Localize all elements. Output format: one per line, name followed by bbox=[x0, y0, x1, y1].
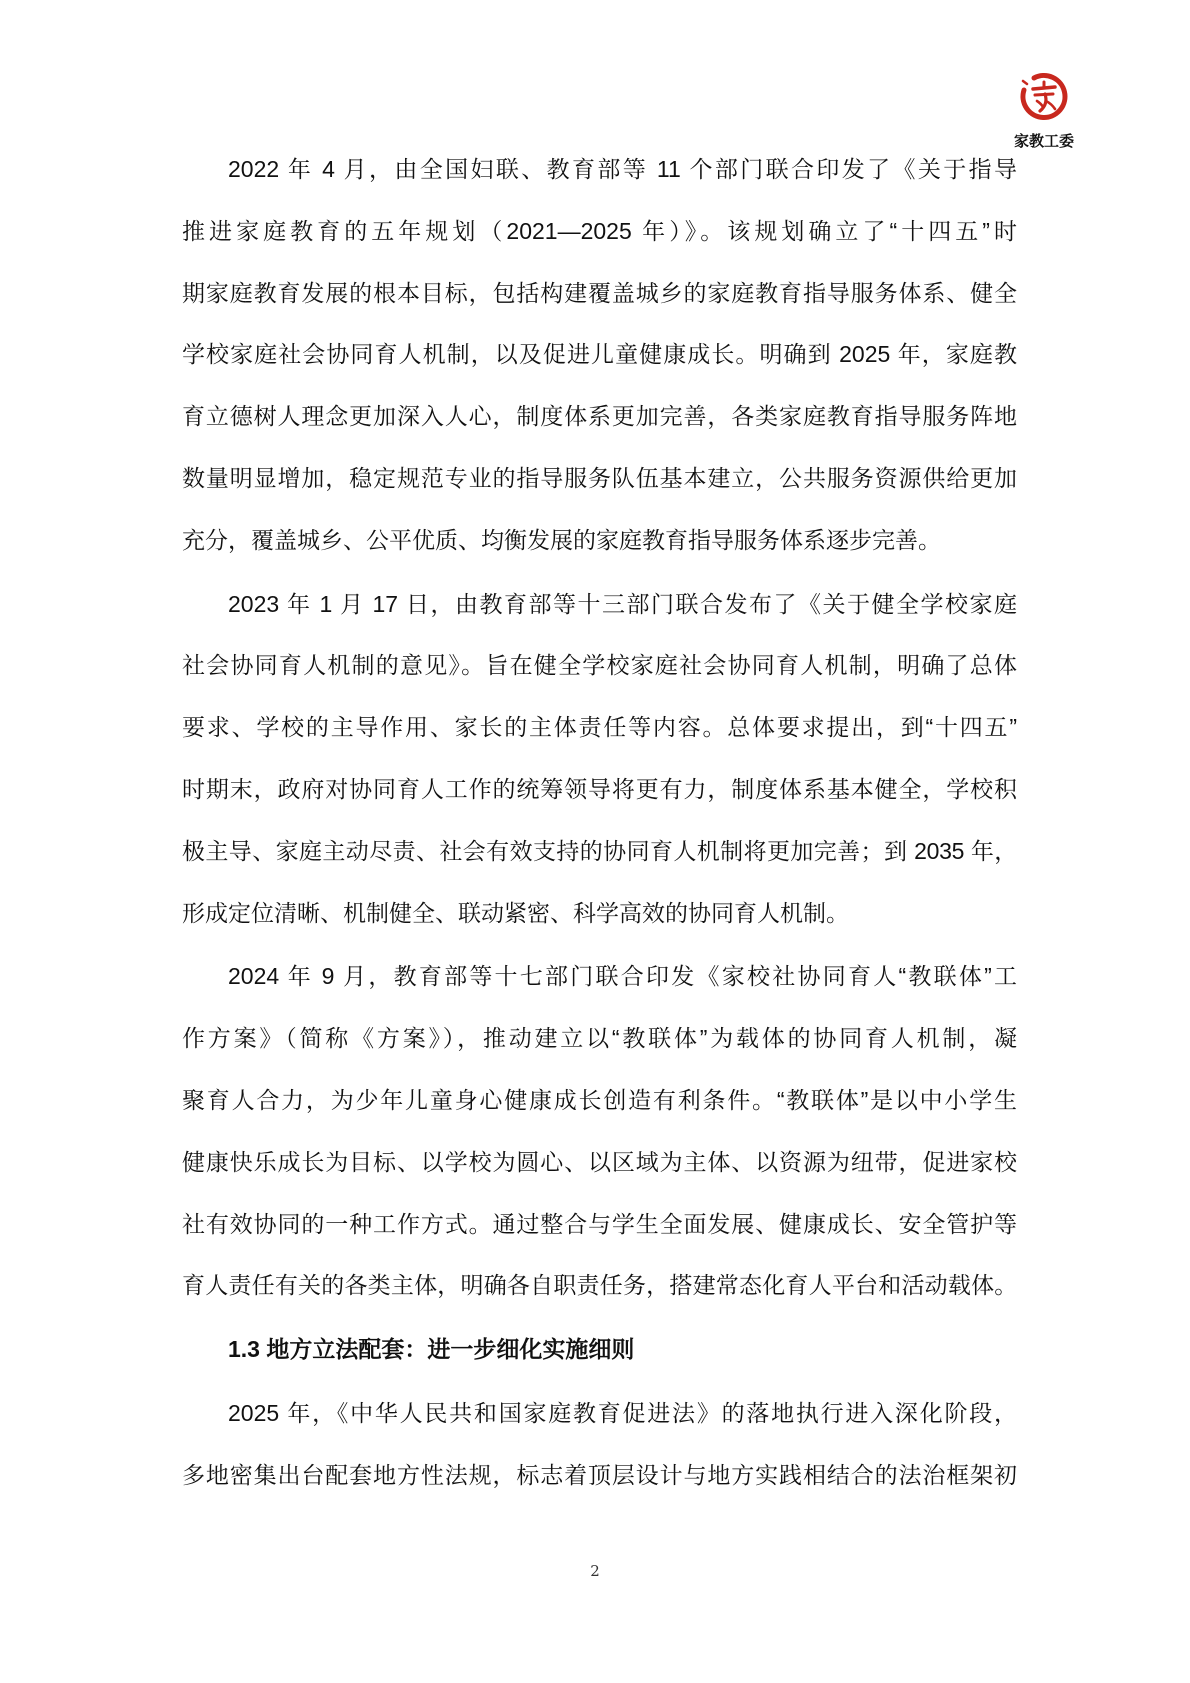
body-line: 聚育人合力，为少年儿童身心健康成长创造有利条件。“教联体”是以中小学生 bbox=[182, 1086, 1017, 1113]
body-line: 充分，覆盖城乡、公平优质、均衡发展的家庭教育指导服务体系逐步完善。 bbox=[182, 526, 941, 553]
body-line: 育人责任有关的各类主体，明确各自职责任务，搭建常态化育人平台和活动载体。 bbox=[182, 1272, 1017, 1299]
body-line: 作方案》（简称《方案》），推动建立以“教联体”为载体的协同育人机制，凝 bbox=[182, 1025, 1017, 1052]
logo-caption: 家教工委 bbox=[1013, 132, 1074, 150]
body-line: 2025 年，《中华人民共和国家庭教育促进法》的落地执行进入深化阶段， bbox=[228, 1399, 1017, 1426]
body-line: 数量明显增加，稳定规范专业的指导服务队伍基本建立，公共服务资源供给更加 bbox=[182, 464, 1017, 491]
section-heading: 1.3 地方立法配套：进一步细化实施细则 bbox=[228, 1336, 635, 1363]
paragraph bbox=[182, 946, 1017, 1317]
body-line: 要求、学校的主导作用、家长的主体责任等内容。总体要求提出，到“十四五” bbox=[182, 714, 1017, 741]
body-line: 多地密集出台配套地方性法规，标志着顶层设计与地方实践相结合的法治框架初 bbox=[182, 1461, 1017, 1488]
body-line: 2022 年 4 月，由全国妇联、教育部等 11 个部门联合印发了《关于指导 bbox=[228, 156, 1017, 182]
paragraph bbox=[182, 1383, 1017, 1507]
paragraph bbox=[182, 139, 1017, 572]
body-line: 形成定位清晰、机制健全、联动紧密、科学高效的协同育人机制。 bbox=[182, 899, 849, 926]
body-line: 期家庭教育发展的根本目标，包括构建覆盖城乡的家庭教育指导服务体系、健全 bbox=[182, 279, 1017, 306]
page-number: 2 bbox=[590, 1562, 600, 1580]
body-line: 社会协同育人机制的意见》。旨在健全学校家庭社会协同育人机制，明确了总体 bbox=[182, 652, 1017, 679]
body-line: 2023 年 1 月 17 日，由教育部等十三部门联合发布了《关于健全学校家庭 bbox=[228, 590, 1017, 617]
body-line: 2024 年 9 月，教育部等十七部门联合印发《家校社协同育人“教联体”工 bbox=[228, 963, 1017, 990]
body-line: 极主导、家庭主动尽责、社会有效支持的协同育人机制将更加完善；到 2035 年， bbox=[182, 837, 1017, 864]
body-line: 时期末，政府对协同育人工作的统筹领导将更有力，制度体系基本健全，学校积 bbox=[182, 775, 1017, 802]
body-line: 学校家庭社会协同育人机制，以及促进儿童健康成长。明确到 2025 年，家庭教 bbox=[182, 341, 1017, 368]
family-education-logo-icon bbox=[1019, 72, 1069, 122]
paragraph bbox=[182, 574, 1017, 945]
section-heading-block bbox=[182, 1319, 1017, 1381]
body-line: 社有效协同的一种工作方式。通过整合与学生全面发展、健康成长、安全管护等 bbox=[182, 1210, 1017, 1237]
body-line: 育立德树人理念更加深入人心，制度体系更加完善，各类家庭教育指导服务阵地 bbox=[182, 403, 1017, 430]
document-body bbox=[182, 139, 1017, 1507]
body-line: 推进家庭教育的五年规划（2021—2025 年）》。该规划确立了“十四五”时 bbox=[182, 217, 1017, 244]
body-line: 健康快乐成长为目标、以学校为圆心、以区域为主体、以资源为纽带，促进家校 bbox=[182, 1148, 1017, 1175]
